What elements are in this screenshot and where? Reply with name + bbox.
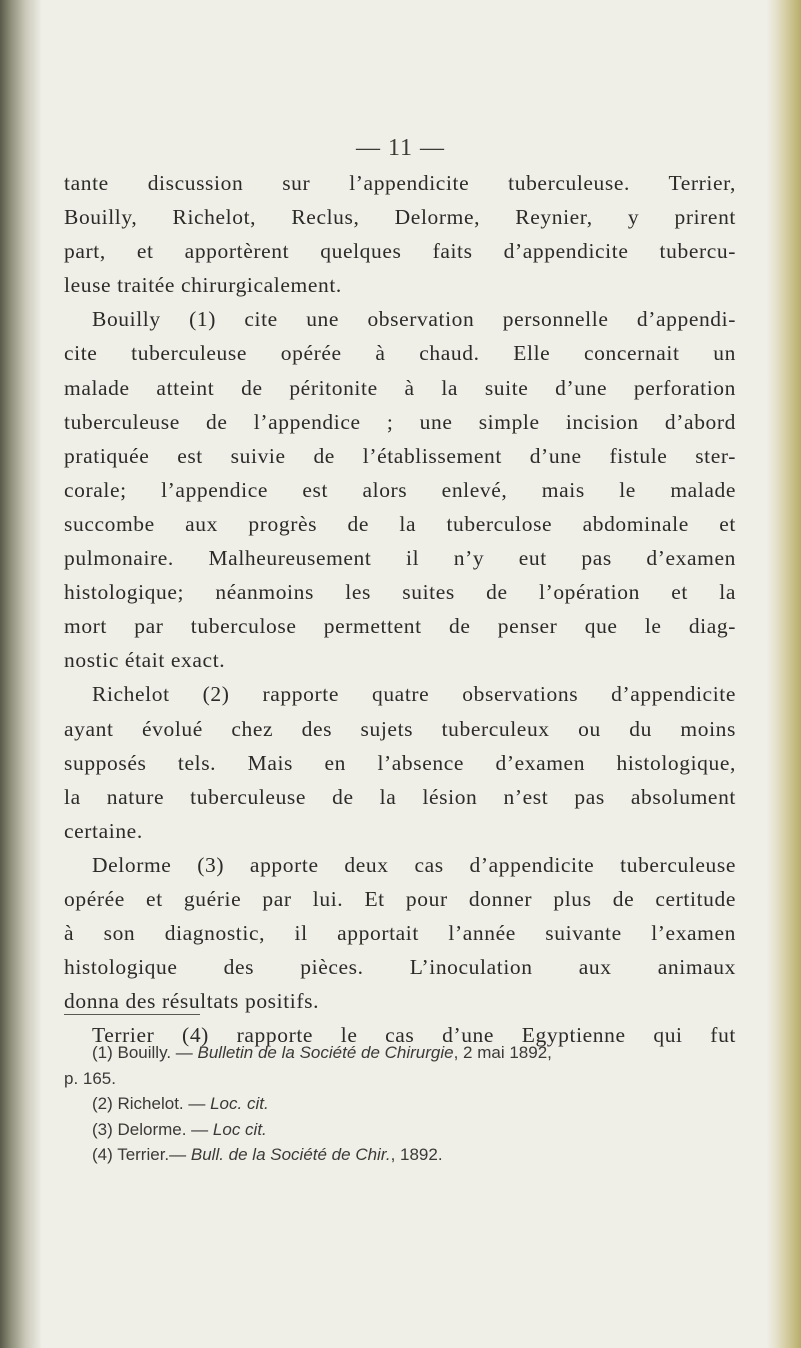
footnote-3-title: Loc cit. <box>212 1119 267 1139</box>
footnote-1-marker: (1) Bouilly. — <box>92 1043 198 1062</box>
footnote-1 <box>64 1040 736 1066</box>
footnote-2-title: Loc. cit. <box>210 1094 269 1113</box>
text-line: certaine. <box>64 818 143 843</box>
text-line: supposés tels. Mais en l’absence d’examen histologique, <box>64 750 736 775</box>
text-line: la nature tuberculeuse de la lésion n’est pas absolument <box>64 784 736 809</box>
text-line: Terrier (4) rapporte le cas d’une Egyptienne qui fut <box>92 1023 736 1048</box>
text-line: mort par tuberculose permettent de penser que le diag- <box>64 614 736 639</box>
footnote-4-rest: , 1892. <box>390 1145 443 1164</box>
footnote-1-rest: , 2 mai 1892, <box>453 1043 552 1062</box>
footnotes <box>64 1040 736 1168</box>
footnote-3-marker: (3) Delorme. — <box>92 1119 213 1139</box>
page-edge-shadow-right <box>767 0 801 1348</box>
text-line: ayant évolué chez des sujets tuberculeux ou du moins <box>64 716 736 741</box>
text-line: Delorme (3) apporte deux cas d’appendicite tuberculeuse <box>92 852 736 877</box>
footnote-1-title: Bulletin de la Société de Chirurgie <box>197 1043 454 1062</box>
text-line: part, et apportèrent quelques faits d’appendicite tubercu- <box>64 239 736 264</box>
text-line: leuse traitée chirurgicalement. <box>64 273 342 298</box>
footnote-2 <box>64 1091 736 1117</box>
text-line: Bouilly, Richelot, Reclus, Delorme, Reynier, y prirent <box>64 205 736 230</box>
text-line: pratiquée est suivie de l’établissement d’une fistule ster- <box>64 443 736 468</box>
text-line: histologique des pièces. L’inoculation aux animaux <box>64 955 736 980</box>
text-line: malade atteint de péritonite à la suite d’une perforation <box>64 375 736 400</box>
footnote-4-title: Bull. de la Société de Chir. <box>190 1145 391 1164</box>
text-line: à son diagnostic, il apportait l’année suivante l’examen <box>64 921 736 946</box>
text-line: donna des résultats positifs. <box>64 989 320 1014</box>
footnote-1-continuation: p. 165. <box>64 1068 116 1088</box>
text-line: tuberculeuse de l’appendice ; une simple incision d’abord <box>64 409 736 434</box>
footnote-2-marker: (2) Richelot. — <box>92 1094 211 1113</box>
text-line: nostic était exact. <box>64 648 226 673</box>
text-line: corale; l’appendice est alors enlevé, mais le malade <box>64 477 736 502</box>
text-line: succombe aux progrès de la tuberculose abdominale et <box>64 511 736 536</box>
text-line: Bouilly (1) cite une observation personnelle d’appendi- <box>92 307 736 332</box>
footnote-4 <box>64 1142 736 1168</box>
footnote-3 <box>64 1117 736 1143</box>
text-line: Richelot (2) rapporte quatre observations d’appendicite <box>92 682 736 707</box>
footnote-4-marker: (4) Terrier.— <box>92 1145 191 1164</box>
text-line: tante discussion sur l’appendicite tuberculeuse. Terrier, <box>64 171 736 195</box>
text-line: cite tuberculeuse opérée à chaud. Elle concernait un <box>64 341 736 366</box>
text-line: histologique; néanmoins les suites de l’opération et la <box>64 580 736 605</box>
text-line: pulmonaire. Malheureusement il n’y eut pas d’examen <box>64 546 736 571</box>
page-number: — 11 — <box>355 135 446 161</box>
page-edge-shadow-left <box>0 0 42 1348</box>
body-text <box>64 166 736 1052</box>
footnote-divider <box>64 1014 200 1015</box>
text-line: opérée et guérie par lui. Et pour donner plus de certitude <box>64 886 736 911</box>
